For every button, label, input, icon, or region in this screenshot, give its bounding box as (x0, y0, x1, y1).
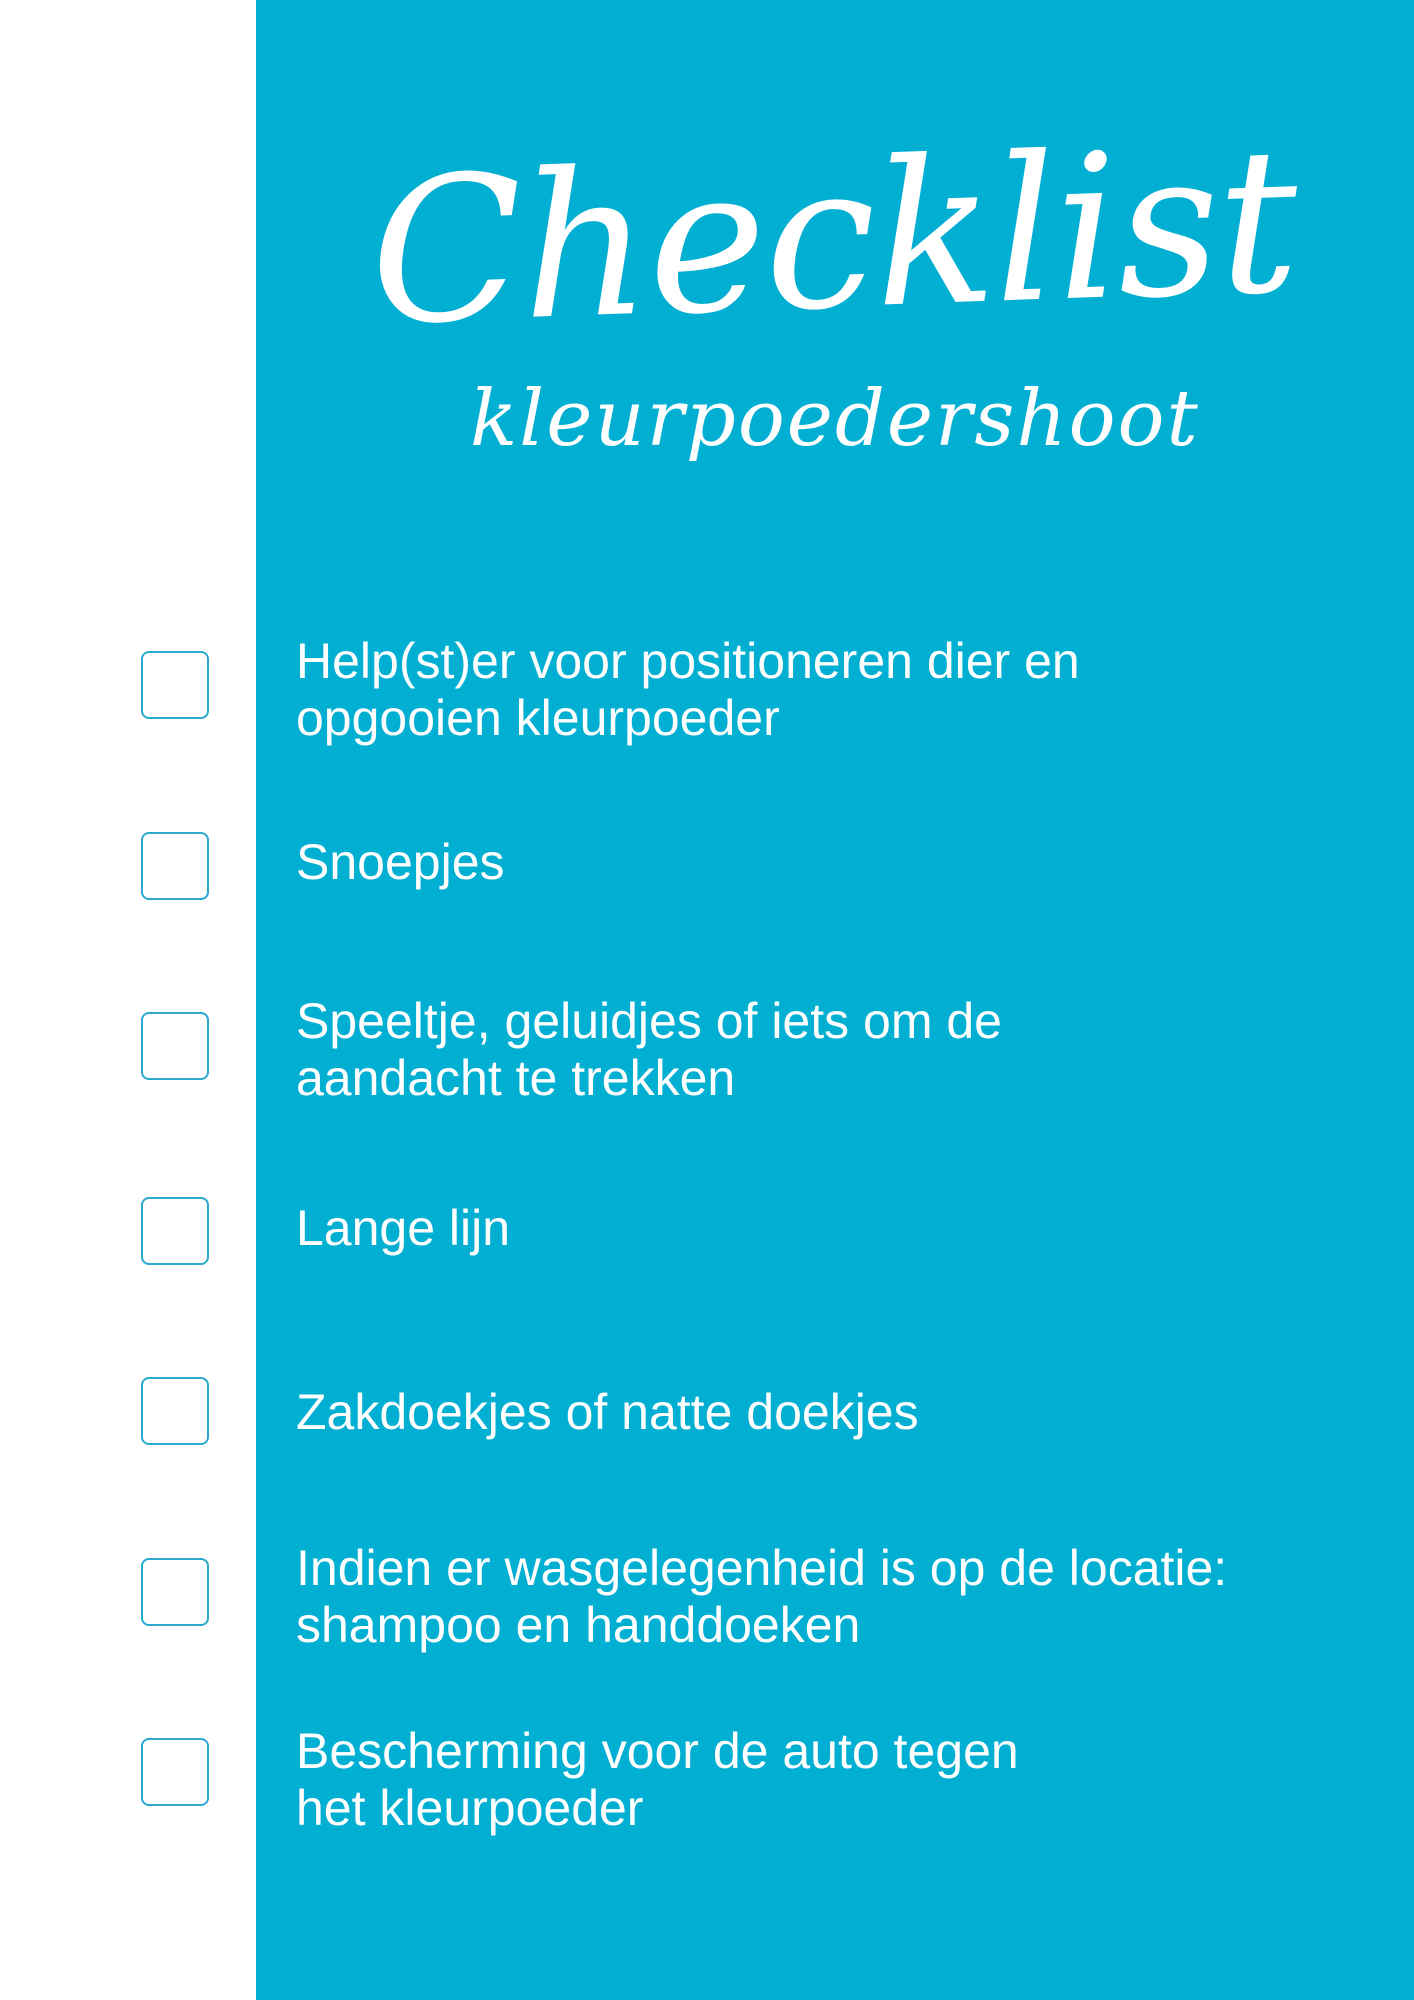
checklist-item-line: Indien er wasgelegenheid is op de locatie: (296, 1540, 1228, 1596)
checklist-item-line: Help(st)er voor positioneren dier en (296, 633, 1080, 689)
checkbox[interactable] (141, 832, 209, 900)
checkbox[interactable] (141, 1558, 209, 1626)
checkbox[interactable] (141, 1377, 209, 1445)
checkbox[interactable] (141, 651, 209, 719)
checklist-item-line: Lange lijn (296, 1200, 511, 1256)
checklist-item-line: opgooien kleurpoeder (296, 690, 780, 746)
checklist-item-line: het kleurpoeder (296, 1780, 644, 1836)
checklist-item-text (296, 633, 1386, 747)
checklist-item-line: Zakdoekjes of natte doekjes (296, 1384, 919, 1440)
checklist-item-line: aandacht te trekken (296, 1050, 736, 1106)
page-subtitle: kleurpoedershoot (470, 374, 1200, 464)
checkbox[interactable] (141, 1197, 209, 1265)
page-title: Checklist (366, 105, 1301, 371)
checklist-item-line: Speeltje, geluidjes of iets om de (296, 993, 1002, 1049)
checklist-item-line: Bescherming voor de auto tegen (296, 1723, 1019, 1779)
checklist-item-text (296, 993, 1386, 1107)
checkbox[interactable] (141, 1738, 209, 1806)
checklist-item-text (296, 1540, 1386, 1654)
checklist-item-text (296, 1723, 1386, 1837)
checklist-item-text (296, 1384, 1386, 1441)
checkbox[interactable] (141, 1012, 209, 1080)
checklist-item-line: Snoepjes (296, 834, 505, 890)
checklist-item-text (296, 834, 1386, 891)
checklist-item-line: shampoo en handdoeken (296, 1597, 861, 1653)
checklist-item-text (296, 1200, 1386, 1257)
